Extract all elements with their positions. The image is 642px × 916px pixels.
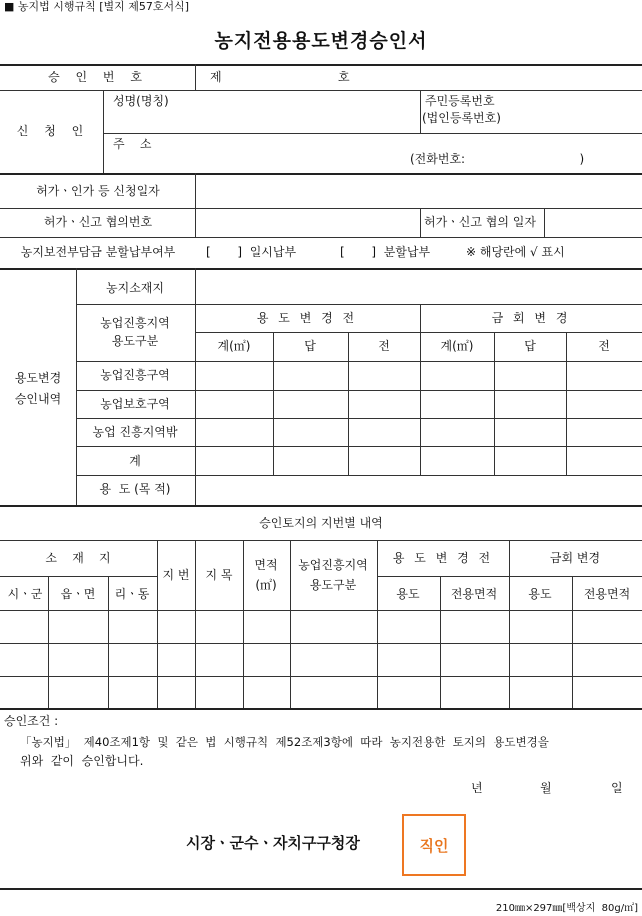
consult-date-label: 허가ㆍ신고 협의 일자 [424, 215, 536, 229]
before-use-header: 용도 [396, 587, 420, 601]
page-title: 농지전용용도변경승인서 [214, 30, 428, 52]
farmland-location-label: 농지소재지 [106, 281, 164, 295]
lump-sum-checkbox[interactable]: [ ] 일시납부 [206, 245, 297, 259]
after-field: 전 [598, 339, 610, 353]
zone-line1: 농업진흥지역 [100, 316, 170, 330]
city-header: 시ㆍ군 [7, 587, 43, 601]
conditions-label: 승인조건 : [4, 714, 59, 728]
usage-change-section-label: 용도변경 승인내역 [14, 371, 62, 406]
purpose-label: 용 도 (목 적) [99, 482, 171, 496]
official-seal-box [402, 814, 466, 876]
before-use-area-header: 전용면적 [450, 587, 498, 601]
after-use-area-header: 전용면적 [583, 587, 631, 601]
before-total-area: 계(㎡) [217, 339, 251, 353]
apply-date-label: 허가ㆍ인가 등 신청일자 [36, 184, 160, 198]
official-seal: 직인 [419, 836, 449, 855]
zone-row-outside: 농업 진흥지역밖 [92, 425, 178, 439]
after-paddy: 답 [524, 339, 536, 353]
zone-row-total: 계 [129, 454, 141, 468]
phone-label: (전화번호: ) [410, 152, 585, 166]
issuing-authority: 시장ㆍ군수ㆍ자치구구청장 [186, 834, 360, 852]
zone-row-protection: 농업보호구역 [100, 397, 170, 411]
town-header: 읍ㆍ면 [60, 587, 96, 601]
village-header: 리ㆍ동 [114, 587, 150, 601]
installment-checkbox[interactable]: [ ] 분할납부 [340, 245, 431, 259]
lot-number-header: 지 번 [162, 568, 190, 582]
area-header-line2: (㎡) [255, 578, 277, 592]
parcels-after-header: 금회 변경 [549, 551, 601, 565]
applicant-name-label: 성명(명칭) [113, 94, 169, 108]
current-change-header: 금 회 변 경 [491, 311, 571, 325]
zone-header-line1: 농업진흥지역 [298, 558, 368, 572]
date-year: 년 [471, 781, 483, 795]
location-header: 소 재 지 [45, 551, 111, 565]
approval-number-prefix: 제 [210, 70, 222, 84]
before-field: 전 [378, 339, 390, 353]
approval-number-suffix: 호 [338, 70, 350, 84]
before-change-header: 용 도 변 경 전 [256, 311, 358, 325]
consult-number-label: 허가ㆍ신고 협의번호 [43, 215, 153, 229]
approval-number-label: 승 인 번 호 [48, 70, 148, 84]
parcels-title: 승인토지의 지번별 내역 [259, 516, 383, 530]
registration-number-label: 주민등록번호 [425, 94, 495, 108]
paper-spec: 210㎜×297㎜[백상지 80g/㎡] [495, 903, 638, 914]
after-total-area: 계(㎡) [440, 339, 474, 353]
corporate-number-label: (법인등록번호) [422, 111, 501, 125]
after-use-header: 용도 [528, 587, 552, 601]
date-month: 월 [540, 781, 552, 795]
installment-label: 농지보전부담금 분할납부여부 [20, 245, 176, 259]
check-note: ※ 해당란에 √ 표시 [466, 245, 565, 259]
parcels-before-header: 용 도 변 경 전 [392, 551, 494, 565]
address-label: 주 소 [113, 137, 152, 151]
approval-statement-line1: 「농지법」 제40조제1항 및 같은 법 시행규칙 제52조제3항에 따라 농지전용한 토지의 용도변경을 [20, 735, 549, 749]
land-category-header: 지 목 [205, 568, 233, 582]
zone-line2: 용도구분 [111, 334, 159, 348]
zone-header-line2: 용도구분 [309, 578, 357, 592]
zone-row-promotion: 농업진흥구역 [100, 368, 170, 382]
applicant-label: 신 청 인 [16, 124, 90, 138]
before-paddy: 답 [304, 339, 316, 353]
area-header-line1: 면적 [254, 558, 278, 572]
date-day: 일 [611, 781, 623, 795]
form-reference: ■ 농지법 시행규칙 [별지 제57호서식] [4, 0, 190, 13]
approval-statement-line2: 위와 같이 승인합니다. [20, 754, 144, 768]
